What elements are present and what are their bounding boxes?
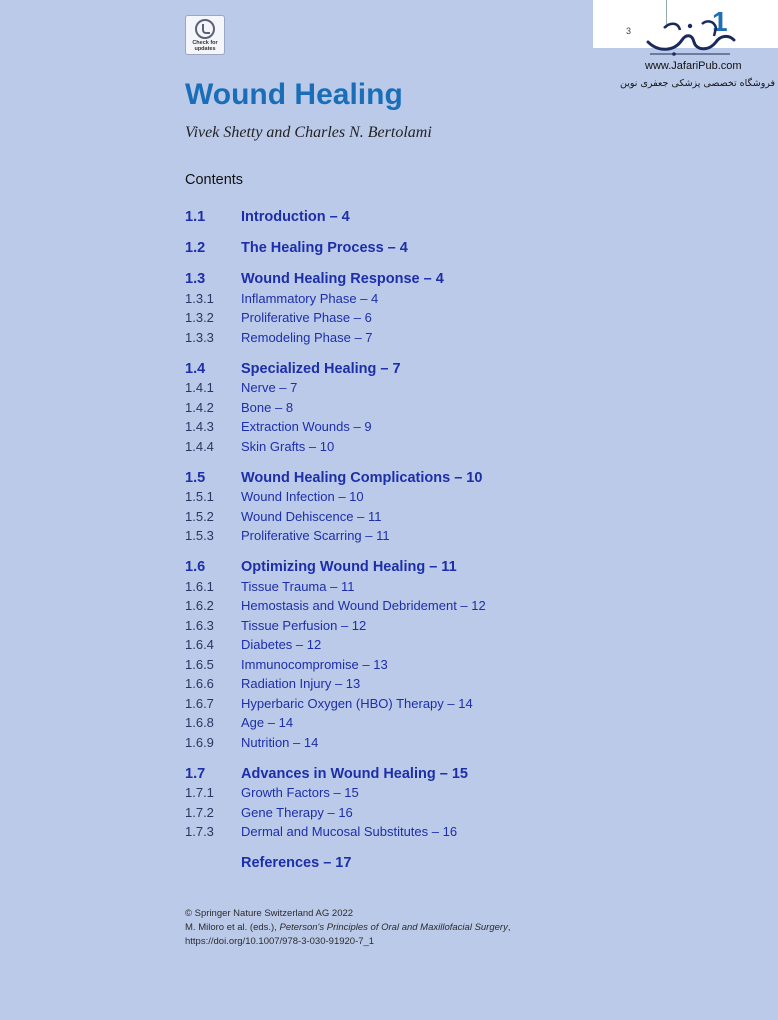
toc-subsection[interactable] xyxy=(185,380,745,400)
toc-number: 1.4.1 xyxy=(185,380,214,395)
toc-number: 1.5.1 xyxy=(185,489,214,504)
authors: Vivek Shetty and Charles N. Bertolami xyxy=(185,124,432,141)
toc-number: 1.4.4 xyxy=(185,438,214,454)
toc-link[interactable]: Radiation Injury – 13 xyxy=(241,676,361,691)
toc-link[interactable]: Wound Infection – 10 xyxy=(241,489,364,504)
toc-link[interactable]: Diabetes – 12 xyxy=(241,637,322,652)
toc-link[interactable]: The Healing Process – 4 xyxy=(241,240,408,256)
toc-link[interactable]: References – 17 xyxy=(241,855,352,871)
toc-link[interactable]: Proliferative Phase – 6 xyxy=(241,310,372,325)
toc-link[interactable]: Wound Dehiscence – 11 xyxy=(241,508,382,524)
toc-subsection[interactable] xyxy=(185,509,745,529)
toc-subsection[interactable] xyxy=(185,824,745,844)
toc-link[interactable]: Dermal and Mucosal Substitutes – 16 xyxy=(241,824,458,839)
chapter-number: 1 xyxy=(712,6,728,37)
toc-subsection[interactable] xyxy=(185,676,745,696)
toc-link[interactable]: Extraction Wounds – 9 xyxy=(241,419,372,434)
toc-number: 1.5.2 xyxy=(185,508,214,524)
toc-subsection[interactable] xyxy=(185,618,745,638)
toc-link[interactable]: Advances in Wound Healing – 15 xyxy=(241,765,468,782)
toc-link[interactable]: Wound Healing Complications – 10 xyxy=(241,469,483,486)
toc-section[interactable] xyxy=(185,209,745,229)
toc-subsection[interactable] xyxy=(185,579,745,599)
toc-subsection[interactable] xyxy=(185,735,745,755)
toc-subsection[interactable] xyxy=(185,805,745,825)
toc-number: 1.7.3 xyxy=(185,824,214,839)
toc-link[interactable]: Wound Healing Response – 4 xyxy=(241,271,444,287)
toc-number: 1.6.8 xyxy=(185,715,214,730)
toc-number: 1.3.1 xyxy=(185,290,214,306)
toc-link[interactable]: Skin Grafts – 10 xyxy=(241,438,335,454)
toc-subsection[interactable] xyxy=(185,419,745,439)
toc-link[interactable]: Gene Therapy – 16 xyxy=(241,804,353,820)
toc-subsection[interactable] xyxy=(185,785,745,805)
citation-line xyxy=(185,921,510,935)
copyright-line: © Springer Nature Switzerland AG 2022 xyxy=(185,908,354,919)
toc-subsection[interactable] xyxy=(185,696,745,716)
badge-text: Check for updates xyxy=(192,40,218,52)
toc-link[interactable]: Hemostasis and Wound Debridement – 12 xyxy=(241,598,486,613)
toc-subsection[interactable] xyxy=(185,598,745,618)
toc-link[interactable]: Nutrition – 14 xyxy=(241,734,319,750)
toc-subsection[interactable] xyxy=(185,715,745,735)
toc-subsection[interactable] xyxy=(185,439,745,459)
toc-subsection[interactable] xyxy=(185,310,745,330)
toc-number: 1.7.1 xyxy=(185,785,214,800)
toc-section[interactable] xyxy=(185,559,745,579)
toc-number: 1.4.3 xyxy=(185,419,214,434)
toc-link[interactable]: Remodeling Phase – 7 xyxy=(241,329,373,345)
toc-link[interactable]: Growth Factors – 15 xyxy=(241,785,359,800)
doi-link[interactable]: https://doi.org/10.1007/978-3-030-91920-7_1 xyxy=(185,936,375,947)
toc-section[interactable] xyxy=(185,855,745,875)
table-of-contents xyxy=(185,209,745,875)
toc-number: 1.1 xyxy=(185,209,206,225)
toc-subsection[interactable] xyxy=(185,330,745,350)
toc-number: 1.6.3 xyxy=(185,617,214,633)
toc-number: 1.6.6 xyxy=(185,676,214,691)
toc-number: 1.6.1 xyxy=(185,578,214,594)
toc-subsection[interactable] xyxy=(185,657,745,677)
toc-number: 1.3.3 xyxy=(185,329,214,345)
citation-comma: , xyxy=(507,922,511,933)
toc-link[interactable]: Introduction – 4 xyxy=(241,209,350,225)
toc-section[interactable] xyxy=(185,361,745,381)
toc-link[interactable]: Nerve – 7 xyxy=(241,380,298,395)
toc-subsection[interactable] xyxy=(185,637,745,657)
contents-heading: Contents xyxy=(185,172,244,188)
toc-link[interactable]: Specialized Healing – 7 xyxy=(241,360,401,377)
toc-section[interactable] xyxy=(185,271,745,291)
toc-link[interactable]: Inflammatory Phase – 4 xyxy=(241,290,379,306)
toc-subsection[interactable] xyxy=(185,291,745,311)
toc-link[interactable]: Immunocompromise – 13 xyxy=(241,656,388,672)
toc-number: 1.5.3 xyxy=(185,528,214,543)
toc-link[interactable]: Hyperbaric Oxygen (HBO) Therapy – 14 xyxy=(241,695,473,711)
toc-number: 1.4 xyxy=(185,360,206,377)
copyright-footer xyxy=(185,907,510,949)
toc-number: 1.6.9 xyxy=(185,734,214,750)
toc-section[interactable] xyxy=(185,470,745,490)
toc-number: 1.6.7 xyxy=(185,695,214,711)
toc-number: 1.6 xyxy=(185,559,206,575)
toc-number: 1.7.2 xyxy=(185,804,214,820)
toc-link[interactable]: Tissue Perfusion – 12 xyxy=(241,617,367,633)
toc-number: 1.3.2 xyxy=(185,310,214,325)
toc-link[interactable]: Bone – 8 xyxy=(241,399,294,415)
publisher-website[interactable]: www.JafariPub.com xyxy=(645,60,742,72)
toc-link[interactable]: Proliferative Scarring – 11 xyxy=(241,528,390,543)
book-title: Peterson's Principles of Oral and Maxillofacial Surgery xyxy=(279,922,508,933)
toc-number: 1.5 xyxy=(185,469,206,486)
toc-subsection[interactable] xyxy=(185,528,745,548)
toc-link[interactable]: Tissue Trauma – 11 xyxy=(241,578,355,594)
toc-number: 1.6.2 xyxy=(185,598,214,613)
update-icon xyxy=(195,19,215,39)
toc-section[interactable] xyxy=(185,766,745,786)
publisher-logo-icon xyxy=(644,18,736,58)
toc-link[interactable]: Age – 14 xyxy=(241,715,294,730)
toc-subsection[interactable] xyxy=(185,489,745,509)
toc-number: 1.7 xyxy=(185,765,206,782)
toc-link[interactable]: Optimizing Wound Healing – 11 xyxy=(241,559,457,575)
toc-number: 1.6.4 xyxy=(185,637,214,652)
publisher-tagline: فروشگاه تخصصی پزشکی جعفری نوین xyxy=(620,78,776,89)
toc-number: 1.2 xyxy=(185,240,206,256)
toc-section[interactable] xyxy=(185,240,745,260)
toc-number: 1.3 xyxy=(185,271,206,287)
toc-number: 1.4.2 xyxy=(185,399,214,415)
toc-subsection[interactable] xyxy=(185,400,745,420)
chapter-title: Wound Healing xyxy=(185,78,403,111)
check-for-updates-badge[interactable] xyxy=(185,15,225,55)
toc-number: 1.6.5 xyxy=(185,656,214,672)
editors: M. Miloro et al. (eds.), xyxy=(185,922,280,933)
page-number: 3 xyxy=(626,26,632,36)
